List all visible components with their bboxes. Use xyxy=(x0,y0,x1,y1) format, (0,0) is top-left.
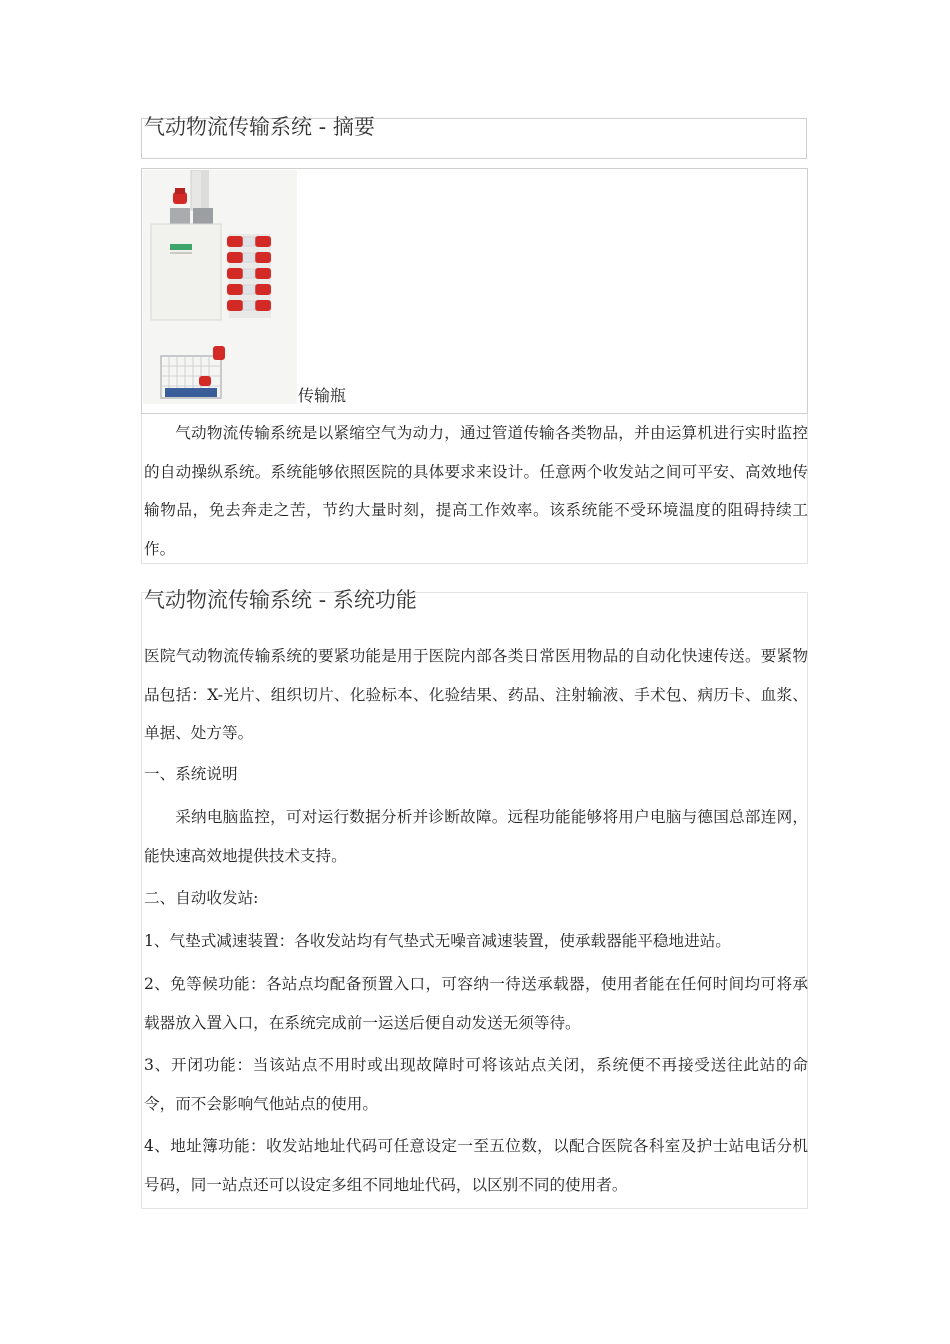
summary-paragraph: 气动物流传输系统是以紧缩空气为动力，通过管道传输各类物品，并由运算机进行实时监控的自动操纵系统。系统能够依照医院的具体要求来设计。任意两个收发站之间可平安、高效地传输物品，免去奔走之苦，节约大量时刻，提高工作效率。该系统能不受环境温度的阻碍持续工作。 xyxy=(144,424,808,558)
functions-title: 气动物流传输系统 - 系统功能 xyxy=(144,588,417,612)
list-item-air-cushion: 1、气垫式减速装置：各收发站均有气垫式无噪音减速装置，使承载器能平稳地进站。 xyxy=(144,932,731,950)
section-heading-system-description: 一、系统说明 xyxy=(144,765,238,783)
list-item-open-close: 3、开闭功能：当该站点不用时或出现故障时可将该站点关闭，系统便不再接受送往此站的命令，而不会影响气他站点的使用。 xyxy=(144,1056,808,1113)
pneumatic-station-photo xyxy=(143,170,297,404)
list-item-no-wait: 2、免等候功能：各站点均配备预置入口，可容纳一待送承载器，使用者能在任何时间均可将承载器放入置入口，在系统完成前一运送后便自动发送无须等待。 xyxy=(144,975,808,1032)
section-heading-auto-station: 二、自动收发站: xyxy=(144,889,259,907)
summary-title: 气动物流传输系统 - 摘要 xyxy=(144,115,375,139)
list-item-address-book: 4、地址簿功能：收发站地址代码可任意设定一至五位数，以配合医院各科室及护士站电话分机号码，同一站点还可以设定多组不同地址代码，以区别不同的使用者。 xyxy=(144,1137,808,1194)
image-caption: 传输瓶 xyxy=(298,386,347,405)
system-description-paragraph: 采纳电脑监控，可对运行数据分析并诊断故障。远程功能能够将用户电脑与德国总部连网，能快速高效地提供技术支持。 xyxy=(144,808,808,865)
functions-intro: 医院气动物流传输系统的要紧功能是用于医院内部各类日常医用物品的自动化快速传送。要紧物品包括：X-光片、组织切片、化验标本、化验结果、药品、注射输液、手术包、病历卡、血浆、单据、处方等。 xyxy=(144,647,808,742)
